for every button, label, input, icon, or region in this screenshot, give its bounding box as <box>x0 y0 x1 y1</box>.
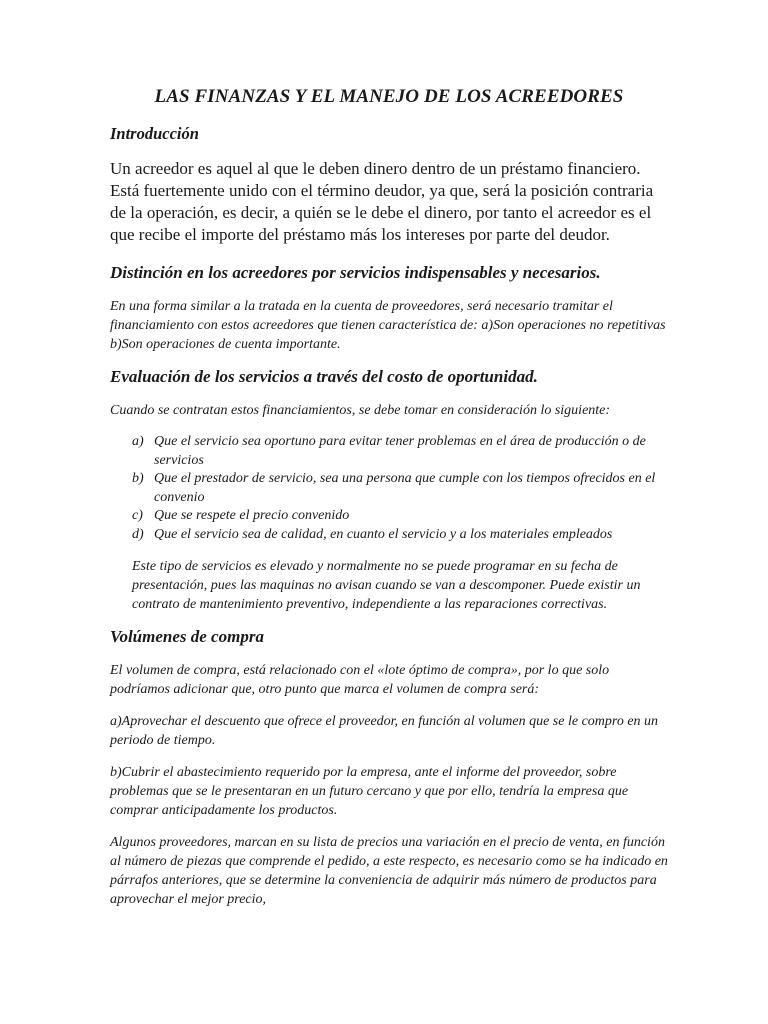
list-item <box>132 507 668 526</box>
section1-heading: Distinción en los acreedores por servicios indispensables y necesarios. <box>110 263 601 282</box>
intro-heading: Introducción <box>110 124 199 143</box>
list-item <box>132 470 668 507</box>
list-marker: c) <box>132 508 143 523</box>
section3-paragraph-2: a)Aprovechar el descuento que ofrece el proveedor, en función al volumen que se le compro en un periodo de tiempo. <box>110 714 659 748</box>
section2-paragraph: Cuando se contratan estos financiamientos, se debe tomar en consideración lo siguiente: <box>110 403 611 418</box>
section3-paragraph-1: El volumen de compra, está relacionado con el «lote óptimo de compra», por lo que solo podríamos adicionar que, otro punto que marca el volumen de compra será: <box>110 663 610 697</box>
section1-paragraph: En una forma similar a la tratada en la cuenta de proveedores, será necesario tramitar el financiamiento con estos acreedores que tienen característica de: a)Son operaciones no repetitivas b)Son operaciones de cuenta importante. <box>110 299 666 352</box>
list-marker: a) <box>132 434 144 449</box>
criteria-list <box>132 433 668 544</box>
list-item-text: Que el prestador de servicio, sea una persona que cumple con los tiempos ofrecidos en el convenio <box>154 471 656 505</box>
list-marker: d) <box>132 526 144 542</box>
list-item-text: Que se respete el precio convenido <box>154 508 350 523</box>
document-title: LAS FINANZAS Y EL MANEJO DE LOS ACREEDORES <box>154 86 624 107</box>
intro-paragraph: Un acreedor es aquel al que le deben dinero dentro de un préstamo financiero. Está fuertemente unido con el término deudor, ya que, será la posición contraria de la operación, es decir, a quién se le debe el dinero, por tanto el acreedor es el que recibe el importe del préstamo más los intereses por parte del deudor. <box>110 159 654 244</box>
section2-note: Este tipo de servicios es elevado y normalmente no se puede programar en su fecha de presentación, pues las maquinas no avisan cuando se van a descomponer. Puede existir un contrato de mantenimiento preventivo, independiente a las reparaciones correctivas. <box>132 559 641 612</box>
section3-heading: Volúmenes de compra <box>110 627 264 646</box>
list-item <box>132 526 668 545</box>
list-item <box>132 433 668 470</box>
section3-paragraph-3: b)Cubrir el abastecimiento requerido por la empresa, ante el informe del proveedor, sobre problemas que se le presentaran en un futuro cercano y que por ello, tendría la empresa que comprar anticipadamente los productos. <box>110 765 629 818</box>
list-item-text: Que el servicio sea oportuno para evitar tener problemas en el área de producción o de servicios <box>154 434 646 468</box>
list-item-text: Que el servicio sea de calidad, en cuanto el servicio y a los materiales empleados <box>154 526 613 542</box>
section2-heading: Evaluación de los servicios a través del costo de oportunidad. <box>110 367 538 386</box>
section3-paragraph-4: Algunos proveedores, marcan en su lista de precios una variación en el precio de venta, en función al número de piezas que comprende el pedido, a este respecto, es necesario como se ha indicado en párrafos anteriores, que se determine la conveniencia de adquirir más número de productos para aprovechar el mejor precio, <box>110 835 668 907</box>
list-marker: b) <box>132 471 144 486</box>
